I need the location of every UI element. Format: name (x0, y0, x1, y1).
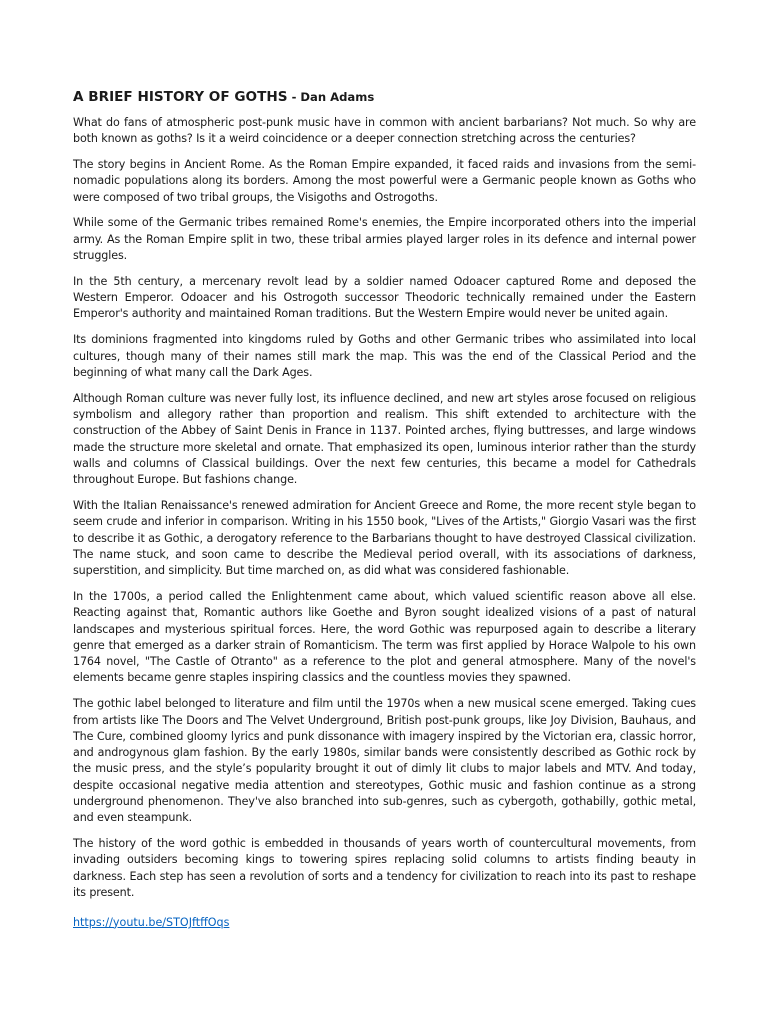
paragraph-10: The history of the word gothic is embedded in thousands of years worth of countercultural movements, from invading outsiders becoming kings to towering spires replacing solid columns to artists finding beauty in darkness. Each step has seen a revolution of sorts and a tendency for civilization to reach into its past to reshape its present. (73, 837, 696, 899)
paragraph-9: The gothic label belonged to literature and film until the 1970s when a new musical scene emerged. Taking cues from artists like The Doors and The Velvet Underground, British post-punk groups, like Joy Division, Bauhaus, and The Cure, combined gloomy lyrics and punk dissonance with imagery inspired by the Victorian era, classic horror, and androgynous glam fashion. By the early 1980s, similar bands were consistently described as Gothic rock by the music press, and the style’s popularity brought it out of dimly lit clubs to major labels and MTV. And today, despite occasional negative media attention and stereotypes, Gothic music and fashion continue as a strong underground phenomenon. They've also branched into sub-genres, such as cybergoth, gothabilly, gothic metal, and even steampunk. (73, 697, 696, 825)
paragraph-1: What do fans of atmospheric post-punk music have in common with ancient barbarians? Not much. So why are both known as goths? Is it a weird coincidence or a deeper connection stretching across the centuries? (73, 116, 696, 146)
document-page (73, 88, 696, 931)
paragraph-6: Although Roman culture was never fully lost, its influence declined, and new art styles arose focused on religious symbolism and allegory rather than proportion and realism. This shift extended to architecture with the construction of the Abbey of Saint Denis in France in 1137. Pointed arches, flying buttresses, and large windows made the structure more skeletal and ornate. That emphasized its open, luminous interior rather than the sturdy walls and columns of Classical buildings. Over the next few centuries, this became a model for Cathedrals throughout Europe. But fashions change. (73, 391, 696, 487)
source-video-link[interactable]: https://youtu.be/STOJftffOqs (73, 915, 230, 929)
paragraph-4: In the 5th century, a mercenary revolt lead by a soldier named Odoacer captured Rome and deposed the Western Emperor. Odoacer and his Ostrogoth successor Theodoric technically remained under the Eastern Emperor's authority and maintained Roman traditions. But the Western Empire would never be united again. (73, 274, 696, 321)
paragraph-8: In the 1700s, a period called the Enlightenment came about, which valued scientific reason above all else. Reacting against that, Romantic authors like Goethe and Byron sought idealized visions of a past of natural landscapes and mysterious spiritual forces. Here, the word Gothic was repurposed again to describe a literary genre that emerged as a darker strain of Romanticism. The term was first applied by Horace Walpole to his own 1764 novel, "The Castle of Otranto" as a reference to the plot and general atmosphere. Many of the novel's elements became genre staples inspiring classics and the countless movies they spawned. (73, 589, 696, 685)
paragraph-7: With the Italian Renaissance's renewed admiration for Ancient Greece and Rome, the more recent style began to seem crude and inferior in comparison. Writing in his 1550 book, "Lives of the Artists," Giorgio Vasari was the first to describe it as Gothic, a derogatory reference to the Barbarians thought to have destroyed Classical civilization. The name stuck, and soon came to describe the Medieval period overall, with its associations of darkness, superstition, and simplicity. But time marched on, as did what was considered fashionable. (73, 498, 696, 578)
document-author: - Dan Adams (287, 90, 375, 104)
paragraph-3: While some of the Germanic tribes remained Rome's enemies, the Empire incorporated others into the imperial army. As the Roman Empire split in two, these tribal armies played larger roles in its defence and internal power struggles. (73, 216, 696, 263)
paragraph-2: The story begins in Ancient Rome. As the Roman Empire expanded, it faced raids and invasions from the semi-nomadic populations along its borders. Among the most powerful were a Germanic people known as Goths who were composed of two tribal groups, the Visigoths and Ostrogoths. (73, 158, 696, 204)
title-line (73, 88, 696, 107)
document-title: A BRIEF HISTORY OF GOTHS (73, 89, 288, 105)
paragraph-5: Its dominions fragmented into kingdoms ruled by Goths and other Germanic tribes who assimilated into local cultures, though many of their names still mark the map. This was the end of the Classical Period and the beginning of what many call the Dark Ages. (73, 333, 696, 379)
